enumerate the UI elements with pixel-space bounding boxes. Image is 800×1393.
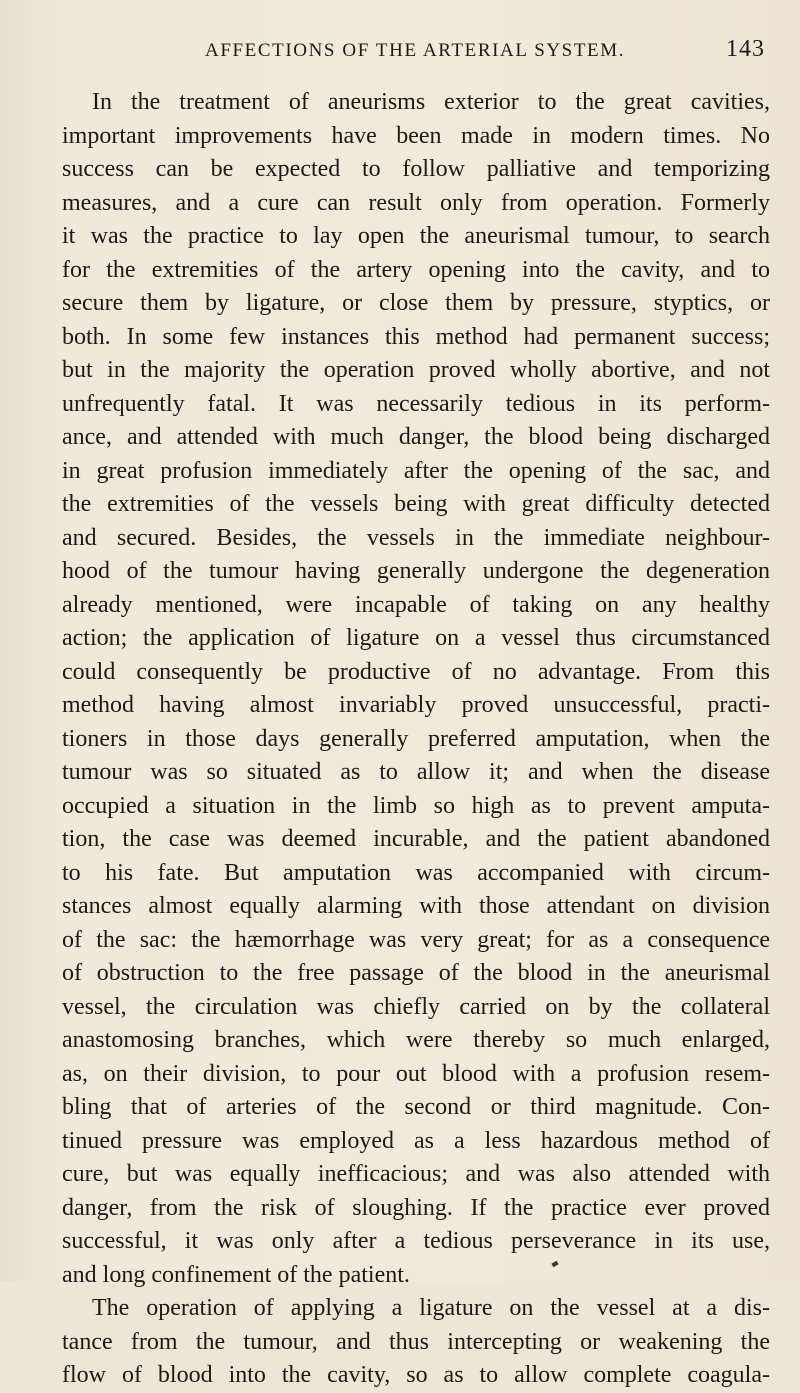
- text-line: vessel, the circulation was chiefly carried on by the collateral: [62, 993, 770, 1020]
- text-line: In the treatment of aneurisms exterior to the great cavities,: [92, 89, 770, 115]
- text-line: successful, it was only after a tedious perseverance in its use,: [62, 1228, 770, 1254]
- text-line: to his fate. But amputation was accompanied with circum-: [62, 859, 770, 886]
- text-line: but in the majority the operation proved wholly abortive, and not: [62, 357, 770, 383]
- text-line: measures, and a cure can result only from operation. Formerly: [62, 189, 770, 216]
- text-line: unfrequently fatal. It was necessarily tedious in its perform-: [62, 390, 770, 417]
- text-line: it was the practice to lay open the aneurismal tumour, to search: [62, 223, 770, 249]
- text-line: and secured. Besides, the vessels in the immediate neighbour-: [62, 524, 770, 551]
- text-line: already mentioned, were incapable of taking on any healthy: [62, 591, 770, 618]
- text-line: both. In some few instances this method had permanent success;: [62, 323, 770, 350]
- text-line: as, on their division, to pour out blood with a profusion resem-: [62, 1060, 770, 1087]
- text-line: hood of the tumour having generally undergone the degeneration: [62, 558, 770, 584]
- text-line: the extremities of the vessels being with great difficulty detected: [62, 491, 770, 517]
- text-line: tumour was so situated as to allow it; and when the disease: [62, 759, 770, 785]
- text-line: tion, the case was deemed incurable, and the patient abandoned: [62, 826, 770, 852]
- paragraph-2: [62, 1292, 770, 1393]
- text-line: cure, but was equally inefficacious; and was also attended with: [62, 1161, 770, 1187]
- text-line: tinued pressure was employed as a less hazardous method of: [62, 1127, 770, 1154]
- text-line: occupied a situation in the limb so high as to prevent amputa-: [62, 792, 770, 819]
- text-line: important improvements have been made in modern times. No: [62, 122, 770, 149]
- page-number: 143: [726, 36, 765, 62]
- body-text: [62, 86, 770, 1393]
- text-line: ance, and attended with much danger, the blood being discharged: [62, 424, 770, 450]
- text-line: and long confinement of the patient.: [62, 1261, 410, 1288]
- text-line: success can be expected to follow palliative and temporizing: [62, 156, 770, 182]
- paragraph-1: [62, 86, 770, 1292]
- text-line: of obstruction to the free passage of the blood in the aneurismal: [62, 960, 770, 986]
- text-line: danger, from the risk of sloughing. If the practice ever proved: [62, 1194, 770, 1221]
- text-line: action; the application of ligature on a vessel thus circumstanced: [62, 625, 770, 651]
- text-line: tioners in those days generally preferred amputation, when the: [62, 725, 770, 752]
- text-line: tance from the tumour, and thus intercepting or weakening the: [62, 1328, 770, 1355]
- text-line: The operation of applying a ligature on the vessel at a dis-: [92, 1295, 770, 1321]
- text-line: secure them by ligature, or close them by pressure, styptics, or: [62, 290, 770, 316]
- text-line: could consequently be productive of no advantage. From this: [62, 658, 770, 685]
- text-line: stances almost equally alarming with those attendant on division: [62, 893, 770, 919]
- text-line: for the extremities of the artery opening into the cavity, and to: [62, 256, 770, 283]
- text-line: flow of blood into the cavity, so as to allow complete coagula-: [62, 1362, 770, 1388]
- text-line: anastomosing branches, which were thereby so much enlarged,: [62, 1027, 770, 1053]
- text-line: of the sac: the hæmorrhage was very great; for as a consequence: [62, 926, 770, 953]
- text-line: in great profusion immediately after the opening of the sac, and: [62, 457, 770, 484]
- running-head: [205, 36, 765, 70]
- text-line: bling that of arteries of the second or third magnitude. Con-: [62, 1094, 770, 1120]
- text-line: method having almost invariably proved unsuccessful, practi-: [62, 692, 770, 718]
- running-title: AFFECTIONS OF THE ARTERIAL SYSTEM.: [205, 40, 626, 61]
